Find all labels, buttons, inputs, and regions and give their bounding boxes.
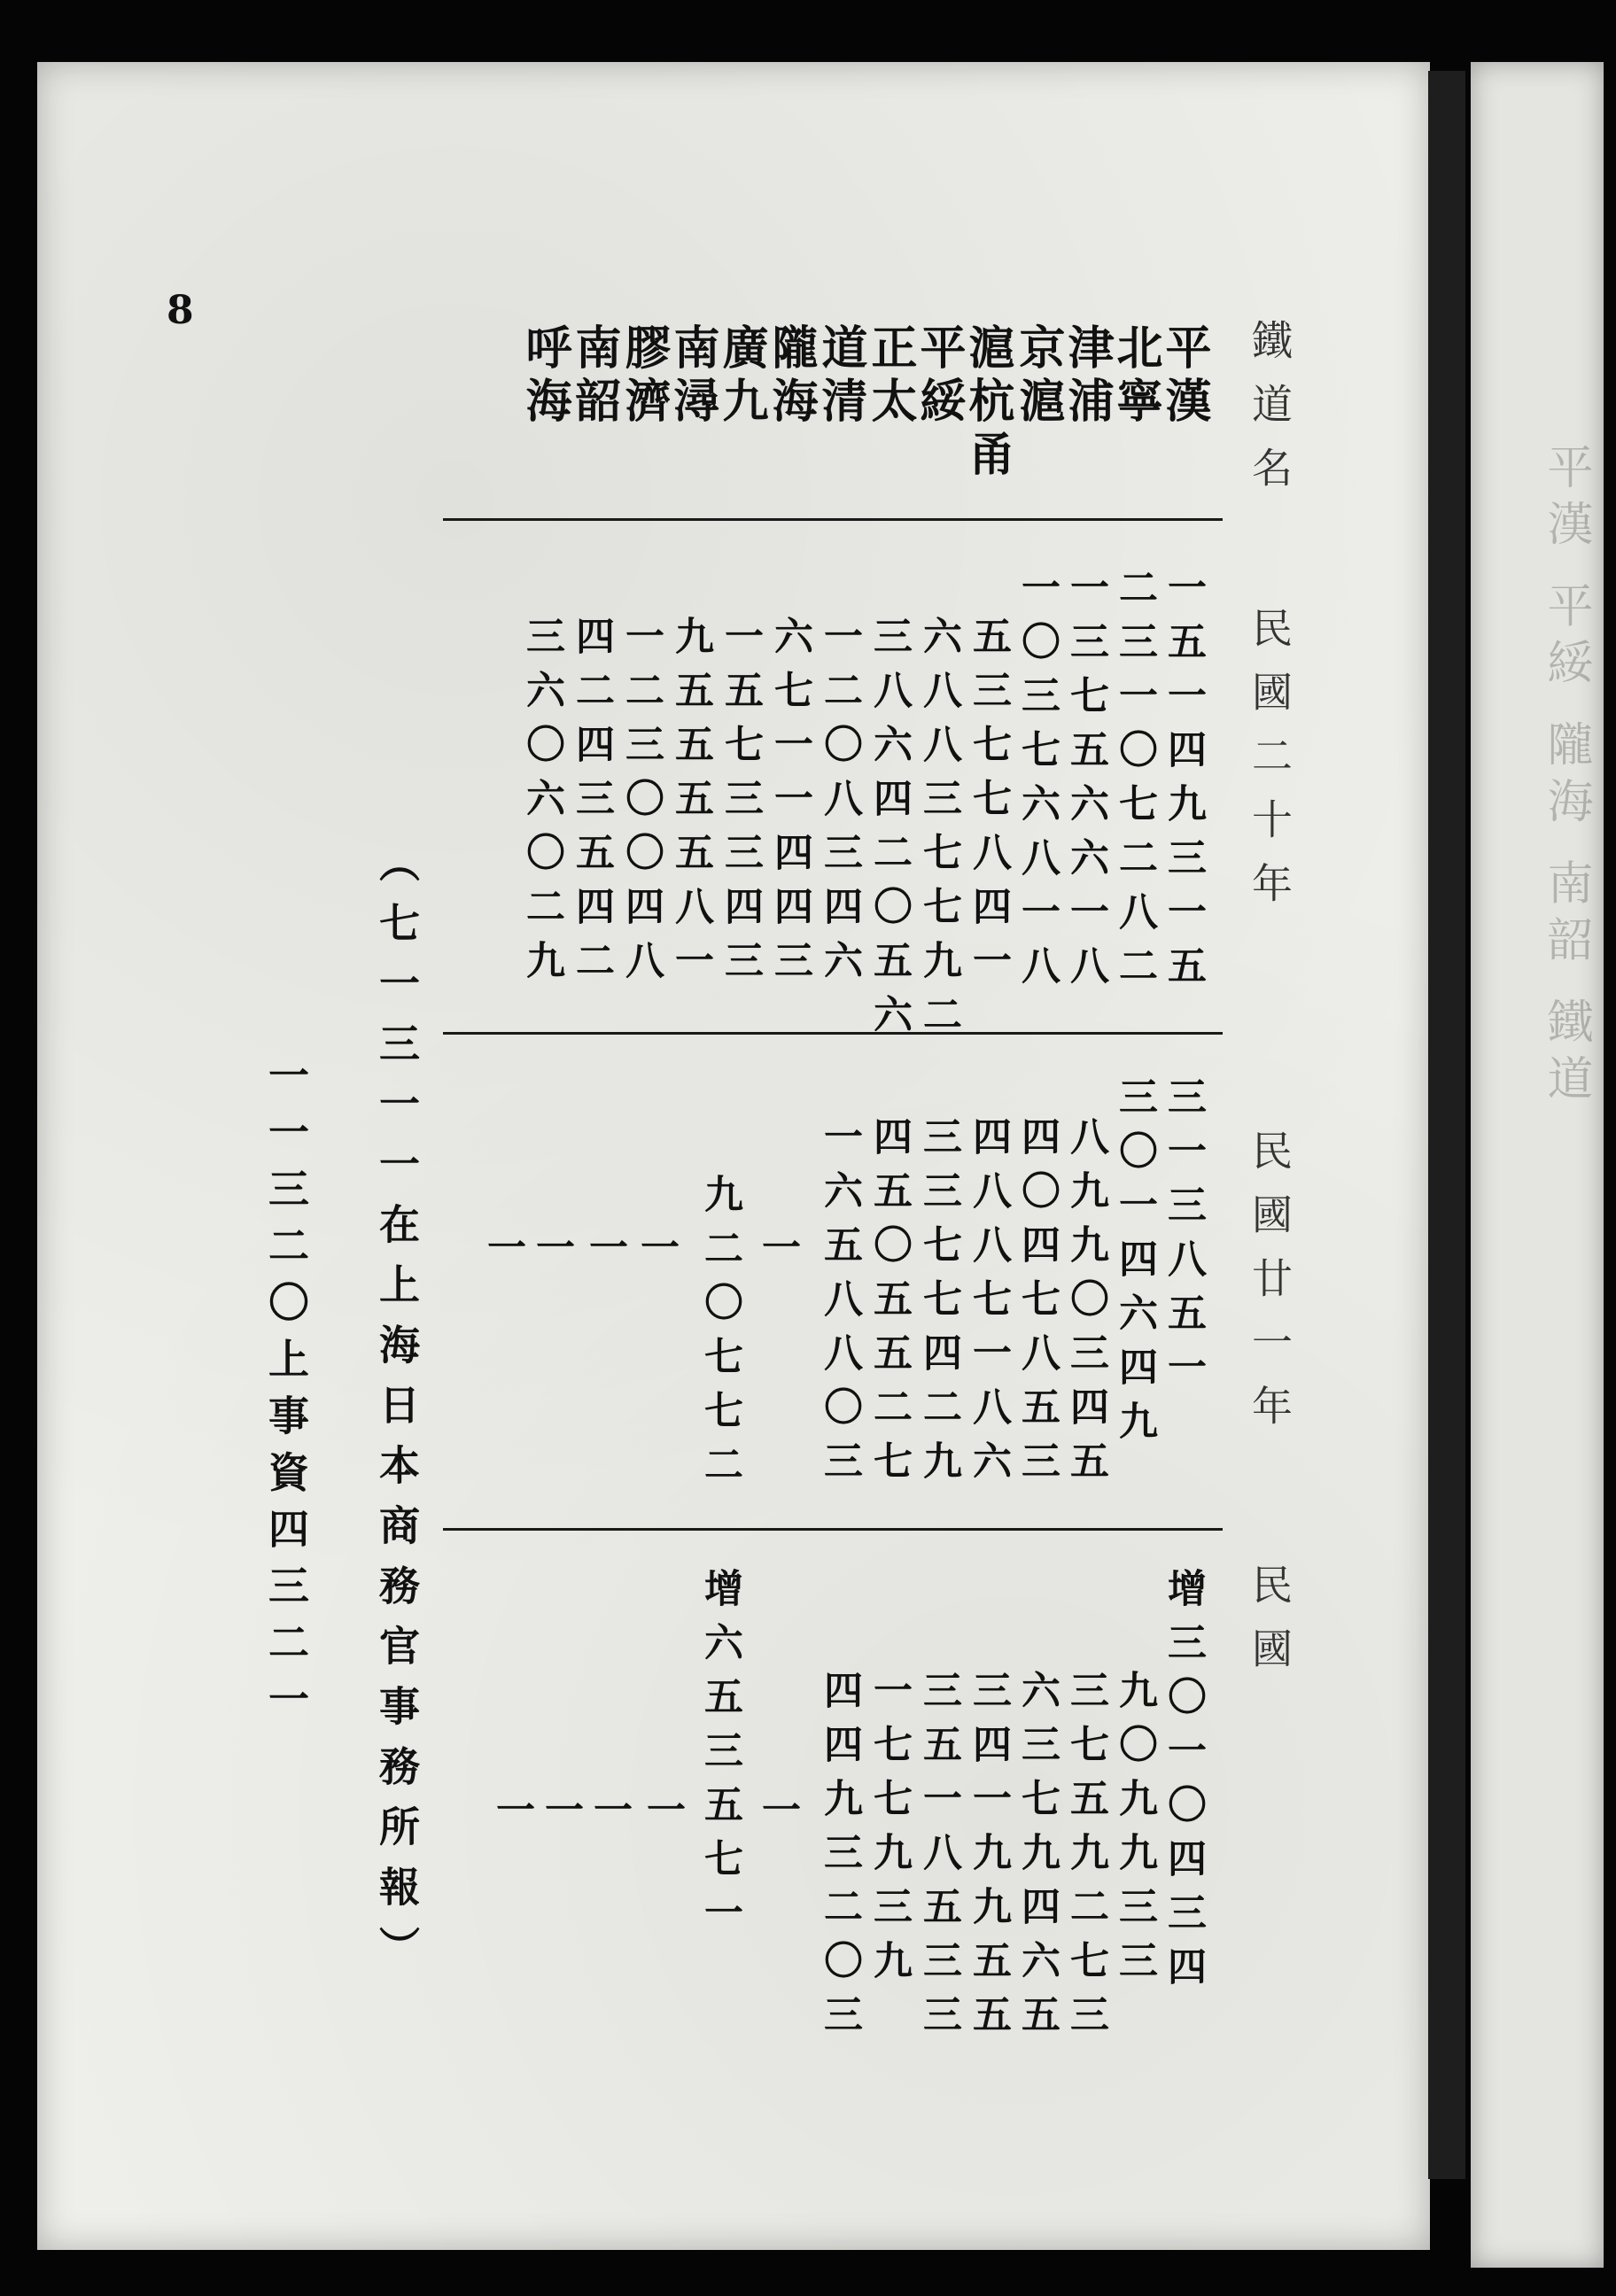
book-spine — [1428, 71, 1465, 2179]
year20-value: 六七一一四四三 — [767, 616, 812, 994]
route-name: 呼海 — [517, 323, 571, 430]
year21-value: 九二〇七七二 — [697, 1174, 742, 1498]
year20-value: 四二四三五四二 — [569, 616, 614, 994]
diff-value: 六三七九四六五 — [1014, 1670, 1060, 2048]
route-name: 南韶 — [567, 323, 621, 430]
bleed-through-text: 平漢 平綏 隴海 南韶 鐵道 — [1539, 443, 1592, 1112]
diff-dash: 一 — [755, 1789, 800, 1843]
diff-dash: 一 — [587, 1789, 632, 1843]
diff-value: 增六五三五七一 — [697, 1568, 742, 1946]
year21-value: 三〇一四六四九 — [1112, 1076, 1157, 1454]
rule-1 — [443, 518, 1223, 521]
adjacent-page — [1471, 62, 1604, 2268]
year21-value: 四五〇五五二七 — [866, 1116, 912, 1494]
year21-value: 四八八七一八六 — [966, 1116, 1011, 1494]
diff-dash: 一 — [538, 1789, 583, 1843]
rule-3 — [443, 1528, 1223, 1531]
diff-dash: 一 — [640, 1789, 685, 1843]
year20-value: 九五五五五八一 — [668, 616, 713, 994]
year21-value: 八九九〇三四五 — [1063, 1116, 1108, 1494]
year21-dash: 一 — [633, 1227, 679, 1281]
diff-value: 四四九三二〇三 — [817, 1670, 862, 2048]
header-route-name: 鐵道名 — [1246, 319, 1294, 510]
year21-value: 三一三八五一 — [1161, 1076, 1206, 1400]
diff-value: 三四一九九五五 — [966, 1670, 1011, 2048]
diff-value: 一七七九三九 — [866, 1670, 912, 1994]
route-name: 隴海 — [764, 323, 818, 430]
source-note: （七一三一一在上海日本商務官事務所報） — [373, 842, 421, 1986]
diff-value: 三七五九二七三 — [1063, 1670, 1108, 2048]
diff-value: 三五一八五三三 — [916, 1670, 961, 2048]
route-name: 廣九 — [714, 323, 768, 430]
route-name: 滬杭甬 — [960, 323, 1014, 483]
year20-value: 二三一〇七二八二 — [1112, 567, 1157, 999]
year21-dash: 一 — [480, 1227, 525, 1281]
diff-value: 增三〇一〇四三四 — [1161, 1568, 1206, 2000]
page-number: 8 — [167, 288, 194, 333]
year21-dash: 一 — [582, 1227, 627, 1281]
route-name: 津浦 — [1060, 323, 1114, 430]
year21-value: 三三七七四二九 — [916, 1116, 961, 1494]
year21-value: 一六五八八〇三 — [817, 1116, 862, 1494]
year20-value: 一五七三三四三 — [718, 616, 763, 994]
year20-value: 一五一四九三一五 — [1161, 567, 1206, 999]
year20-value: 一〇三七六八一八 — [1014, 567, 1060, 999]
year20-value: 三八六四二〇五六 — [866, 616, 912, 1048]
header-diff: 民國 — [1246, 1563, 1294, 1691]
route-name: 正太 — [863, 323, 917, 430]
route-name: 道清 — [813, 323, 867, 430]
year21-dash: 一 — [755, 1227, 800, 1281]
year20-value: 一二〇八三四六 — [817, 616, 862, 994]
year21-value: 四〇四七八五三 — [1014, 1116, 1060, 1494]
route-name: 膠濟 — [617, 323, 671, 430]
route-name: 北寧 — [1108, 323, 1162, 430]
archive-stamp: 一一三二〇上事資四三二一 — [262, 1054, 310, 1734]
header-year20: 民國二十年 — [1246, 607, 1294, 926]
route-name: 京滬 — [1011, 323, 1065, 430]
header-year21: 民國廿一年 — [1246, 1129, 1294, 1448]
year20-value: 三六〇六〇二九 — [519, 616, 564, 994]
route-name: 南潯 — [665, 323, 719, 430]
route-name: 平漢 — [1157, 323, 1211, 430]
year20-value: 一三七五六六一八 — [1063, 567, 1108, 999]
diff-dash: 一 — [489, 1789, 534, 1843]
year20-value: 五三七七八四一 — [966, 616, 1011, 994]
year20-value: 一二三〇〇四八 — [618, 616, 664, 994]
diff-value: 九〇九九三三 — [1112, 1670, 1157, 1994]
year21-dash: 一 — [529, 1227, 574, 1281]
year20-value: 六八八三七七九二 — [916, 616, 961, 1048]
route-name: 平綏 — [912, 323, 966, 430]
rule-2 — [443, 1032, 1223, 1035]
